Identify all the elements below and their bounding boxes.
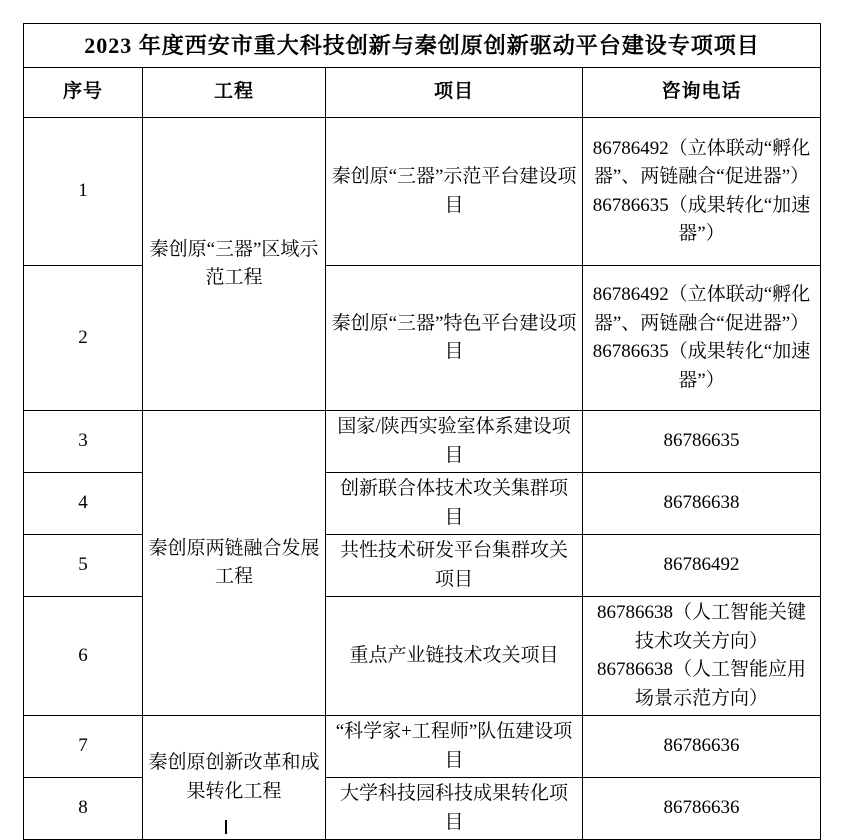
- column-header-no: 序号: [24, 68, 143, 118]
- row-no: 5: [24, 535, 143, 597]
- project-cell: 秦创原“三器”特色平台建设项目: [326, 266, 583, 411]
- phone-line: 86786635（成果转化“加速器”）: [592, 341, 811, 391]
- column-header-project: 项目: [326, 68, 583, 118]
- phone-line: 86786635（成果转化“加速器”）: [592, 194, 811, 244]
- projects-table: [23, 23, 821, 840]
- phone-cell: 86786636: [583, 716, 821, 778]
- group-cell-sanqi: 秦创原“三器”区域示范工程: [143, 118, 326, 411]
- row-no: 1: [24, 118, 143, 266]
- phone-line: 86786638（人工智能应用场景示范方向）: [597, 659, 807, 709]
- project-cell: 创新联合体技术攻关集群项目: [326, 473, 583, 535]
- text-cursor[interactable]: [225, 820, 227, 834]
- project-cell: 大学科技园科技成果转化项目: [326, 778, 583, 840]
- phone-line: 86786492（立体联动“孵化器”、两链融合“促进器”）: [592, 137, 811, 187]
- phone-cell: 86786635: [583, 411, 821, 473]
- phone-cell: 86786636: [583, 778, 821, 840]
- table-title-row: [24, 24, 821, 68]
- phone-cell: 86786638: [583, 473, 821, 535]
- table-header-row: [24, 68, 821, 118]
- row-no: 3: [24, 411, 143, 473]
- row-no: 7: [24, 716, 143, 778]
- column-header-group: 工程: [143, 68, 326, 118]
- project-cell: “科学家+工程师”队伍建设项目: [326, 716, 583, 778]
- phone-cell: [583, 118, 821, 266]
- row-no: 2: [24, 266, 143, 411]
- table-row: [24, 716, 821, 778]
- phone-line: 86786492（立体联动“孵化器”、两链融合“促进器”）: [592, 284, 811, 334]
- row-no: 8: [24, 778, 143, 840]
- row-no: 6: [24, 597, 143, 716]
- table-title: 2023 年度西安市重大科技创新与秦创原创新驱动平台建设专项项目: [24, 24, 821, 68]
- table-row: [24, 411, 821, 473]
- project-cell: 秦创原“三器”示范平台建设项目: [326, 118, 583, 266]
- phone-cell: 86786492: [583, 535, 821, 597]
- project-cell: 国家/陕西实验室体系建设项目: [326, 411, 583, 473]
- project-cell: 共性技术研发平台集群攻关项目: [326, 535, 583, 597]
- column-header-phone: 咨询电话: [583, 68, 821, 118]
- project-cell: 重点产业链技术攻关项目: [326, 597, 583, 716]
- table-row: [24, 118, 821, 266]
- phone-cell: [583, 266, 821, 411]
- phone-cell: [583, 597, 821, 716]
- group-cell-lianglian: 秦创原两链融合发展工程: [143, 411, 326, 716]
- group-cell-gaige: 秦创原创新改革和成果转化工程: [143, 716, 326, 840]
- row-no: 4: [24, 473, 143, 535]
- phone-line: 86786638（人工智能关键技术攻关方向）: [597, 602, 807, 652]
